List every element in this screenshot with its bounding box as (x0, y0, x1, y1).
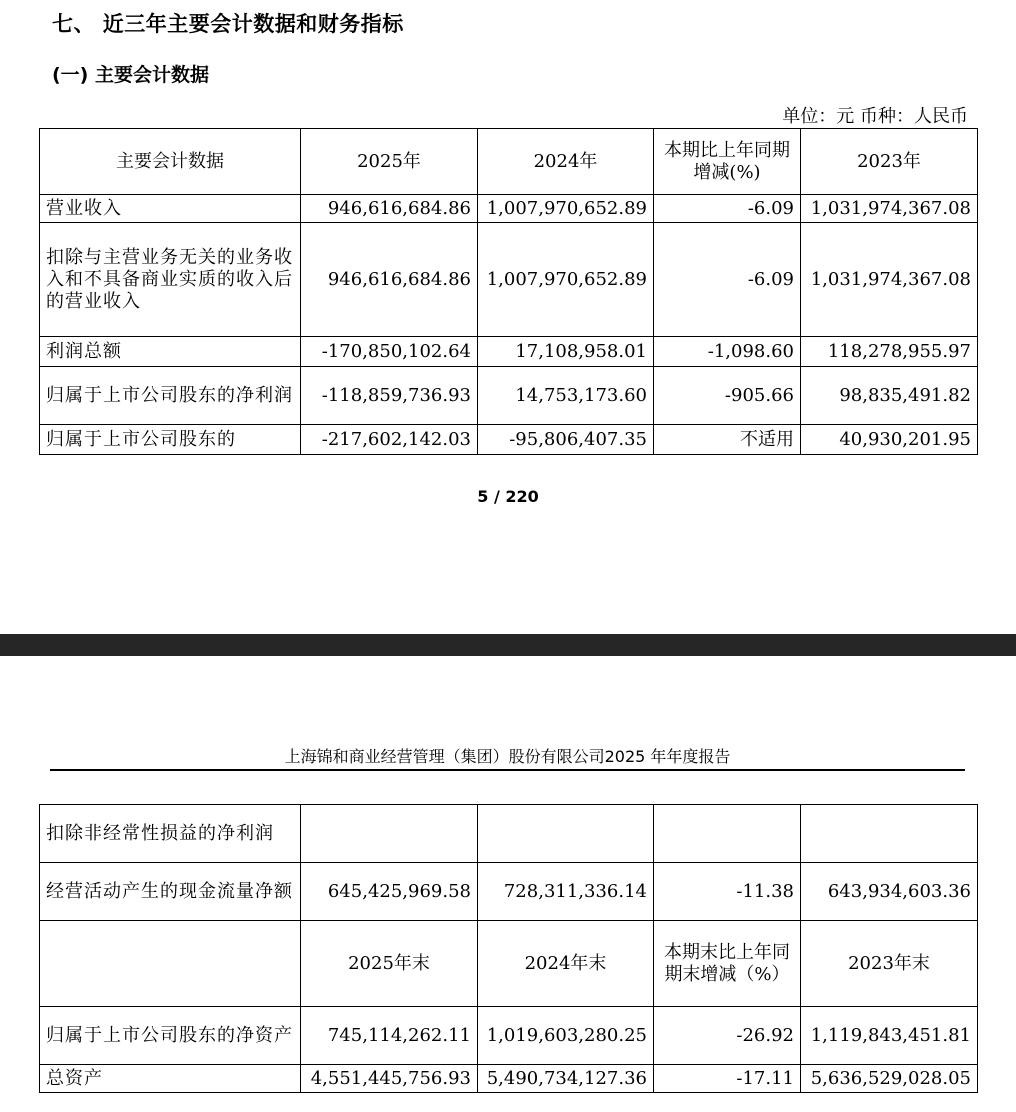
value-cell: 1,019,603,280.25 (478, 1007, 654, 1065)
table-row (40, 805, 978, 863)
row-label: 扣除与主营业务无关的业务收入和不具备商业实质的收入后的营业收入 (40, 223, 301, 337)
header-cell (40, 921, 301, 1007)
table-row (40, 1065, 978, 1093)
header-cell: 本期末比上年同期末增减（%） (654, 921, 801, 1007)
value-cell: 40,930,201.95 (801, 425, 978, 455)
subsection-title: (一) 主要会计数据 (52, 64, 209, 86)
page-number: 5 / 220 (477, 487, 539, 506)
value-cell: 946,616,684.86 (301, 223, 478, 337)
header-cell: 2023年末 (801, 921, 978, 1007)
value-cell: 5,490,734,127.36 (478, 1065, 654, 1093)
value-cell: -170,850,102.64 (301, 337, 478, 367)
running-header: 上海锦和商业经营管理（集团）股份有限公司2025 年年度报告 (284, 747, 731, 766)
value-cell (478, 805, 654, 863)
value-cell (654, 805, 801, 863)
table-row (40, 195, 978, 223)
value-cell: 645,425,969.58 (301, 863, 478, 921)
value-cell: 643,934,603.36 (801, 863, 978, 921)
header-cell: 2023年 (801, 129, 978, 195)
value-cell: -26.92 (654, 1007, 801, 1065)
table-row (40, 1007, 978, 1065)
header-cell: 2024年末 (478, 921, 654, 1007)
value-cell: 1,007,970,652.89 (478, 223, 654, 337)
header-cell: 2025年 (301, 129, 478, 195)
value-cell: 17,108,958.01 (478, 337, 654, 367)
value-cell: 4,551,445,756.93 (301, 1065, 478, 1093)
value-cell: 1,119,843,451.81 (801, 1007, 978, 1065)
value-cell: 不适用 (654, 425, 801, 455)
header-cell: 本期比上年同期增减(%) (654, 129, 801, 195)
accounting-data-table (39, 128, 978, 455)
table-row (40, 367, 978, 425)
value-cell: 728,311,336.14 (478, 863, 654, 921)
row-label: 归属于上市公司股东的净利润 (40, 367, 301, 425)
table-row (40, 425, 978, 455)
row-label: 营业收入 (40, 195, 301, 223)
table-row (40, 863, 978, 921)
page-separator (0, 634, 1016, 656)
section-title: 七、 近三年主要会计数据和财务指标 (52, 12, 404, 36)
table-row (40, 337, 978, 367)
value-cell: 1,007,970,652.89 (478, 195, 654, 223)
value-cell (301, 805, 478, 863)
header-cell: 2025年末 (301, 921, 478, 1007)
value-cell: 1,031,974,367.08 (801, 223, 978, 337)
table-header-row (40, 921, 978, 1007)
value-cell: -17.11 (654, 1065, 801, 1093)
row-label: 经营活动产生的现金流量净额 (40, 863, 301, 921)
header-cell: 2024年 (478, 129, 654, 195)
value-cell: -11.38 (654, 863, 801, 921)
value-cell: 1,031,974,367.08 (801, 195, 978, 223)
value-cell: -6.09 (654, 195, 801, 223)
unit-note: 单位：元 币种：人民币 (782, 106, 968, 127)
accounting-data-table-continued (39, 804, 978, 1093)
row-label: 总资产 (40, 1065, 301, 1093)
row-label: 利润总额 (40, 337, 301, 367)
value-cell: 118,278,955.97 (801, 337, 978, 367)
header-cell: 主要会计数据 (40, 129, 301, 195)
value-cell: 946,616,684.86 (301, 195, 478, 223)
row-label: 归属于上市公司股东的净资产 (40, 1007, 301, 1065)
value-cell: -6.09 (654, 223, 801, 337)
value-cell: 745,114,262.11 (301, 1007, 478, 1065)
table-header-row (40, 129, 978, 195)
value-cell: -217,602,142.03 (301, 425, 478, 455)
table-row (40, 223, 978, 337)
value-cell: -905.66 (654, 367, 801, 425)
value-cell: -1,098.60 (654, 337, 801, 367)
value-cell (801, 805, 978, 863)
value-cell: 5,636,529,028.05 (801, 1065, 978, 1093)
row-label: 归属于上市公司股东的 (40, 425, 301, 455)
value-cell: -95,806,407.35 (478, 425, 654, 455)
value-cell: -118,859,736.93 (301, 367, 478, 425)
row-label: 扣除非经常性损益的净利润 (40, 805, 301, 863)
value-cell: 14,753,173.60 (478, 367, 654, 425)
value-cell: 98,835,491.82 (801, 367, 978, 425)
header-rule (50, 769, 965, 771)
